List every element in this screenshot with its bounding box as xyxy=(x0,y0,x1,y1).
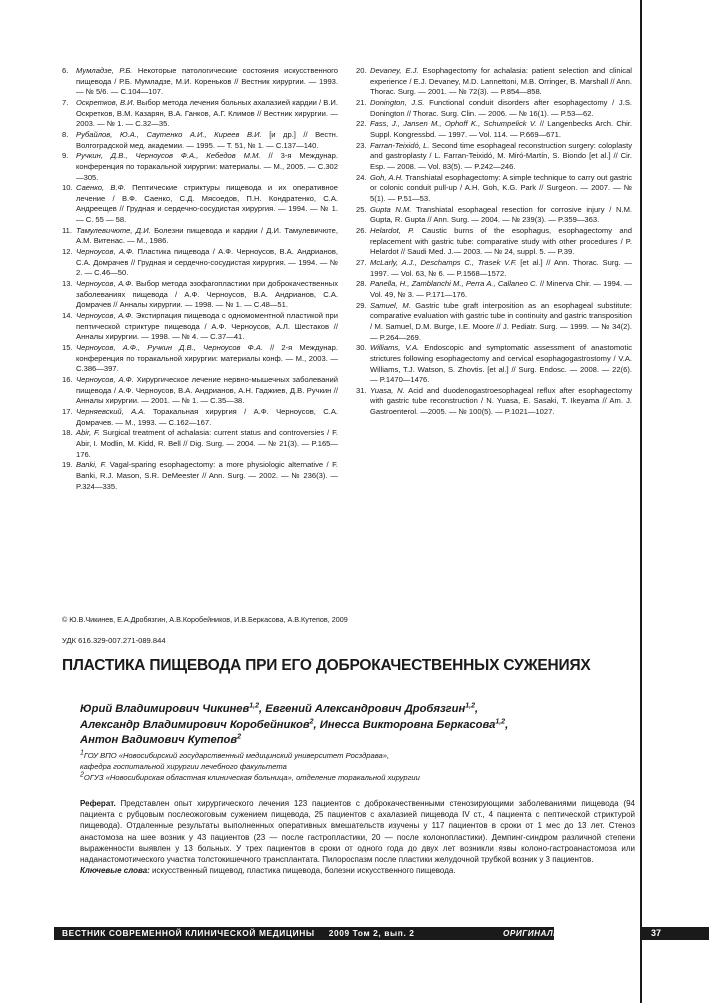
reference-item xyxy=(62,66,338,98)
affiliation-2 xyxy=(80,772,635,783)
journal-name: ВЕСТНИК СОВРЕМЕННОЙ КЛИНИЧЕСКОЙ МЕДИЦИНЫ xyxy=(62,928,315,938)
reference-author: Fass, J., Jansen M., Ophoff K., Schumpelick V. xyxy=(370,119,537,129)
abstract-label: Реферат. xyxy=(80,799,116,808)
reference-author: Helardot, P. xyxy=(370,226,415,236)
reference-item xyxy=(62,98,338,130)
references-right-column xyxy=(356,66,632,418)
reference-author: Мумладзе, Р.Б. xyxy=(76,66,133,75)
reference-author: Yuasa, N. xyxy=(370,385,405,395)
reference-number: 15. xyxy=(62,343,73,353)
reference-author: Черноусов, А.Ф., Ручкин Д.В., Черноусов Ф.А. xyxy=(76,343,263,353)
reference-text xyxy=(370,343,632,385)
reference-author: McLarly, A.J., Deschamps C., Trasek V.F. xyxy=(370,258,517,267)
reference-text xyxy=(76,311,338,343)
reference-item xyxy=(356,141,632,173)
author-name: Инесса Викторовна Беркасова xyxy=(319,718,496,731)
reference-details: [и др.] // Вестн. Волгоградской мед. академии. — 1995. — Т. 51, № 1. — С.137—140. xyxy=(76,129,338,150)
reference-text xyxy=(76,428,338,460)
reference-number: 26. xyxy=(356,226,367,236)
reference-details: Transhiatal esophagectomy: A simple technique to carry out gastric or colonic conduit pull-up / A.H. Goh, K.G. Park // Surgeon. — 2007. — № 5(1). — P.51—53. xyxy=(370,172,632,203)
author-name: Антон Вадимович Кутепов xyxy=(80,734,238,746)
reference-number: 20. xyxy=(356,66,367,75)
author-affiliation-mark: 1,2 xyxy=(495,717,506,725)
reference-item xyxy=(62,279,338,311)
reference-details: Хирургическое лечение нервно-мышечных заболеваний пищевода / А.Ф. Черноусов, В.А. Андрианов, А.Н. Гаджиев, Д.В. Ручкин // Анналы хирургии. — 2001. — № 1. — С.35—38. xyxy=(76,375,338,406)
reference-author: Samuel, M. xyxy=(370,300,411,310)
reference-details: Vagal-sparing esophagectomy: a more physiologic alternative / F. Banki, R.J. Mason, S.R. DeMeester // Ann. Surg. — 2002. — № 236(3). — P.324—335. xyxy=(76,460,339,491)
reference-details: Пептические стриктуры пищевода и их оперативное лечение / В.Ф. Саенко, С.Д. Мясоедов, П.Н. Кондратенко, С.А. Андреещев // Грудная и сердечно-сосудистая хирургия. — 1994. — № 1. — С. 55 — 58. xyxy=(76,183,339,225)
reference-item xyxy=(62,226,338,247)
reference-author: Рубайлов, Ю.А., Саутенко А.И., Киреев В.И. xyxy=(76,129,262,139)
keywords-label: Ключевые слова: xyxy=(80,866,150,876)
reference-item xyxy=(356,226,632,258)
reference-item xyxy=(62,460,338,492)
reference-item xyxy=(62,247,338,279)
abstract-paragraph xyxy=(80,798,635,865)
reference-text xyxy=(370,386,632,418)
reference-author: Donington, J.S. xyxy=(370,97,425,107)
reference-item xyxy=(62,151,338,183)
reference-details: Выбор метода эзофагопластики при доброкачественных заболеваниях пищевода / А.Ф. Черноусов, В.А. Андрианов, С.А. Домрачев // Анналы хирургии. — 1998. — № 1. — С.48—51. xyxy=(76,279,339,310)
reference-details: [et al.] // Ann. Thorac. Surg. — 1997. — Vol. 63, № 6. — P.1568—1572. xyxy=(370,258,633,278)
reference-author: Gupta N.M. xyxy=(370,204,412,214)
reference-text xyxy=(370,205,632,226)
abstract-text: Представлен опыт хирургического лечения 123 пациентов с доброкачественными стенозирующими заболеваниями пищевода (94 пациента с рубцовым послеожоговым сужением пищевода, 25 пациентов с ахалазией пищевода IV ст., 4 пациента с пептической стриктурой пищевода). Отдаленные результаты выполненных оперативных вмешательств изучены у 117 пациентов в сроки от 1 мес до 13 лет. Стеноз анастомоза на шее возник у 43 пациентов (23 — после гастропластики, 20 — после колонопластики). Демпинг-синдром различной степени выраженности выявлен у 13 больных. У трех пациентов в сроки от одного года до двух лет возникли язвы колоно-гастроанастомоза или наданастомотического участка толстокишечного трансплантата. Пилороспазм после пластики желудочной трубкой возник у 3 пациентов. xyxy=(80,799,635,865)
reference-number: 24. xyxy=(356,172,367,182)
reference-text xyxy=(370,226,632,258)
reference-author: Черноусов, А.Ф. xyxy=(76,375,134,385)
reference-number: 22. xyxy=(356,119,367,129)
reference-details: Торакальная хирургия / А.Ф. Черноусов, С.А. Домрачев. — М., 1993. — С.162—167. xyxy=(76,407,338,427)
section-name: ОРИГИНАЛЬНЫЕ СТАТЬИ xyxy=(503,929,581,951)
reference-text xyxy=(76,343,338,375)
reference-item xyxy=(62,183,338,225)
reference-author: Goh, A.H. xyxy=(370,172,404,182)
reference-details: Caustic burns of the esophagus, esophagectomy and replacement with gastric tube: comparative study with other procedures / P. Helardot // Saudi Med. J.— 2003. — № 24, suppl. 5. — P.39. xyxy=(370,226,632,257)
reference-author: Черноусов, А.Ф. xyxy=(76,247,135,257)
reference-text xyxy=(370,301,632,343)
reference-number: 19. xyxy=(62,460,73,470)
reference-number: 27. xyxy=(356,258,367,267)
author-list: Юрий Владимирович Чикинев$^{1,2}$, Евгений Александрович Дробязгин$^{1,2}$, Александр Владимирович Коробейников$^2$, Инесса Викторовна Беркасова$^{1,2}$, Антон Вадимович Кутепов$^2$ xyxy=(80,702,509,746)
reference-author: Оскретков, В.И. xyxy=(76,97,135,107)
reference-item xyxy=(356,301,632,343)
reference-details: Acid and duodenogastroesophageal reflux after esophagectomy with gastric tube reconstruction / N. Yuasa, E. Sasaki, T. Ikeyama // Am. J. Gastroenterol. —2005. — № 100(5). — P.1021—1027. xyxy=(370,385,632,417)
affiliation-1 xyxy=(80,750,635,761)
reference-number: 31. xyxy=(356,385,367,395)
reference-text xyxy=(370,279,632,300)
reference-item xyxy=(356,98,632,119)
page-number: 37 xyxy=(640,927,709,940)
keywords xyxy=(80,865,635,876)
reference-text xyxy=(76,407,338,428)
affiliation-text: ГОУ ВПО «Новосибирский государственный медицинский университет Росздрава», xyxy=(83,751,390,760)
reference-text xyxy=(76,183,338,225)
reference-text xyxy=(76,130,338,151)
reference-number: 13. xyxy=(62,279,73,289)
reference-item xyxy=(356,205,632,226)
affiliation-mark: 2 xyxy=(80,771,84,779)
reference-number: 25. xyxy=(356,204,367,214)
reference-text xyxy=(76,66,338,98)
reference-text xyxy=(370,98,632,119)
journal-issue: 2009 Том 2, вып. 2 xyxy=(328,928,415,938)
affiliations xyxy=(80,750,635,783)
reference-item xyxy=(356,386,632,418)
author-affiliation-mark: 2 xyxy=(309,717,314,725)
reference-item xyxy=(356,173,632,205)
author-name: Евгений Александрович Дробязгин xyxy=(265,703,466,715)
abstract xyxy=(80,798,635,876)
keywords-text: искусственный пищевод, пластика пищевода, болезни искусственного пищевода. xyxy=(149,866,456,876)
affiliation-text: ОГУЗ «Новосибирская областная клиническая больница», отделение торакальной хирургии xyxy=(83,773,420,782)
author-name: Александр Владимирович Коробейников xyxy=(80,718,310,731)
reference-details: Surgical treatment of achalasia: current status and controversies / F. Abir, I. Modlin, M. Kidd, R. Bell // Dig. Surg. — 2004. — № 21(3). — P.165—176. xyxy=(76,428,339,459)
right-margin-rule xyxy=(640,0,642,1003)
reference-number: 16. xyxy=(62,375,73,385)
reference-text xyxy=(370,258,632,279)
reference-number: 6. xyxy=(62,66,69,75)
author-affiliation-mark: 1,2 xyxy=(465,702,475,710)
reference-text xyxy=(76,98,338,130)
reference-text xyxy=(76,279,338,311)
reference-author: Farran-Teixidó, L. xyxy=(370,140,430,150)
reference-author: Тамулевичюте, Д.И. xyxy=(76,225,151,235)
copyright-line: © Ю.В.Чикинев, Е.А.Дробязгин, А.В.Коробейников, И.В.Беркасова, А.В.Кутепов, 2009 xyxy=(62,615,348,624)
reference-text xyxy=(76,151,338,183)
reference-item xyxy=(62,407,338,428)
reference-text xyxy=(370,66,632,98)
reference-number: 30. xyxy=(356,343,367,353)
reference-author: Черноусов, А.Ф. xyxy=(76,279,134,289)
reference-details: // Langenbecks Arch. Chir. Suppl. Kongressbd. — 1997. — Vol. 114. — P.669—671. xyxy=(370,119,632,139)
reference-item xyxy=(62,130,338,151)
reference-author: Черняевский, А.А. xyxy=(76,407,146,417)
reference-item xyxy=(356,258,632,279)
reference-details: // Minerva Chir. — 1994. — Vol. 49, № 3. — P.171—176. xyxy=(370,279,632,299)
reference-number: 17. xyxy=(62,407,73,417)
reference-details: Некоторые патологические состояния искусственного пищевода / Р.Б. Мумладзе, М.И. Кореньков // Вестник хирургии. — 1993. — № 5/6. — С.104—107. xyxy=(76,66,338,97)
reference-text xyxy=(76,226,338,247)
reference-number: 29. xyxy=(356,300,367,310)
reference-author: Черноусов, А.Ф. xyxy=(76,311,134,321)
reference-details: Esophagectomy for achalasia: patient selection and clinical experience / E.J. Devaney, M.D. Lannettoni, M.B. Orringer, B. Marshall // Ann. Thorac. Surg. — 2001. — № 72(3). — P.854—858. xyxy=(370,66,632,97)
reference-text xyxy=(370,141,632,173)
reference-details: Пластика пищевода / А.Ф. Черноусов, В.А. Андрианов, С.А. Домрачев // Грудная и сердечно-сосудистая хирургия. — 1994. — № 2. — С.46—50. xyxy=(76,247,339,278)
affiliation-1-dept: кафедра госпитальной хирургии лечебного факультета xyxy=(80,762,287,771)
udc-code: УДК 616.329-007.271-089.844 xyxy=(62,636,166,645)
reference-number: 9. xyxy=(62,151,69,161)
reference-number: 14. xyxy=(62,311,73,321)
reference-item xyxy=(356,279,632,300)
reference-author: Banki, F. xyxy=(76,460,107,470)
references-left-column xyxy=(62,66,338,492)
journal-banner xyxy=(54,927,554,940)
author-affiliation-mark: 2 xyxy=(237,733,242,741)
reference-text xyxy=(76,247,338,279)
reference-number: 7. xyxy=(62,97,69,107)
article-title: ПЛАСТИКА ПИЩЕВОДА ПРИ ЕГО ДОБРОКАЧЕСТВЕННЫХ СУЖЕНИЯХ xyxy=(62,657,591,674)
reference-item xyxy=(62,375,338,407)
reference-details: Second time esophageal reconstruction surgery: coloplasty and gastroplasty / L. Farran-Teixidó, M. Miró-Martín, S. Biondo [et al.] // Cir. Esp. — 2008. — Vol. 83(5). — P.242—246. xyxy=(370,140,632,171)
affiliation-mark: 1 xyxy=(80,749,84,757)
reference-details: // 2-я Междунар. конференция по торакальной хирургии: материалы конф. — М., 2003. — С.386—397. xyxy=(76,343,338,374)
reference-item xyxy=(62,343,338,375)
reference-author: Devaney, E.J. xyxy=(370,66,419,75)
reference-number: 28. xyxy=(356,279,367,289)
reference-author: Ручкин, Д.В., Черноусов Ф.А., Кебедов М.М. xyxy=(76,151,261,161)
reference-number: 8. xyxy=(62,129,69,139)
reference-number: 23. xyxy=(356,140,367,150)
reference-text xyxy=(76,460,338,492)
reference-author: Abir, F. xyxy=(76,428,100,438)
author-affiliation-mark: 1,2 xyxy=(249,702,260,710)
reference-text xyxy=(370,119,632,140)
reference-details: Болезни пищевода и кардии / Д.И. Тамулевичюте, А.М. Витенас. — М., 1986. xyxy=(76,225,338,246)
reference-number: 10. xyxy=(62,183,73,193)
reference-number: 11. xyxy=(62,225,72,235)
reference-number: 21. xyxy=(356,97,367,107)
reference-item xyxy=(356,343,632,385)
reference-details: Экстирпация пищевода с одномоментной пластикой при пептической стриктуре пищевода / А.Ф. Черноусов, А.Л. Шестаков // Анналы хирургии. — 1998. — № 4. — С.37—41. xyxy=(76,311,338,342)
reference-author: Саенко, В.Ф. xyxy=(76,183,126,193)
reference-number: 18. xyxy=(62,428,73,438)
reference-text xyxy=(76,375,338,407)
reference-item xyxy=(356,119,632,140)
author-name: Юрий Владимирович Чикинев xyxy=(80,703,250,715)
reference-item xyxy=(356,66,632,98)
reference-details: Endoscopic and symptomatic assessment of anastomotic strictures following esophagectomy and cervical esophagogastrostomy / V.A. Williams, T.J. Watson, S. Zhovtis. [et al.] // Surg. Endosc. — 2008. — 22(6). — P.1470—1476. xyxy=(370,343,632,385)
reference-details: Functional conduit disorders after esophagectomy / J.S. Donington // Thorac. Surg. Clin. — 2006. — № 16(1). — P.53—62. xyxy=(370,97,632,118)
reference-details: Transhiatal esophageal resection for corrosive injury / N.M. Gupta, R. Gupta // Ann. Surg. — 2004. — № 239(3). — P.359—363. xyxy=(370,204,633,225)
reference-details: // 3-я Междунар. конференция по торакальной хирургии: материалы. — М., 2005. — С.302—305. xyxy=(76,151,338,182)
reference-text xyxy=(370,173,632,205)
reference-number: 12. xyxy=(62,247,73,257)
reference-author: Williams, V.A. xyxy=(370,343,420,353)
reference-details: Gastric tube graft interposition as an esophageal substitute: comparative evaluation with gastric tube in continuity and gastric transposition / M. Samuel, D.M. Burge, I.E. Moore // J. Pediatr. Surg. — 1999. — № 34(2). — P.264—269. xyxy=(370,300,632,342)
reference-item xyxy=(62,428,338,460)
reference-details: Выбор метода лечения больных ахалазией кардии / В.И. Оскретков, В.М. Казарян, В.А. Ганков, А.Г. Климов // Вестник хирургии. — 2003. — № 1. — С.32—35. xyxy=(76,97,338,129)
reference-item xyxy=(62,311,338,343)
page-footer xyxy=(0,927,709,951)
reference-author: Panella, H., Zamblanchi M., Perra A., Callaneo C. xyxy=(370,279,538,289)
